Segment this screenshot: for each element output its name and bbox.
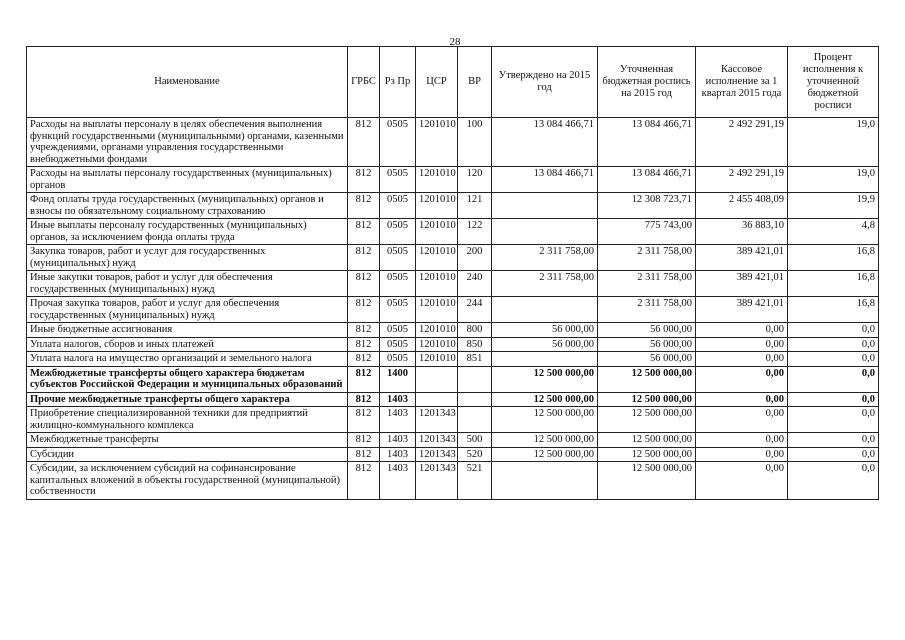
row-vr: 122	[458, 219, 492, 245]
row-grbs: 812	[348, 323, 380, 338]
row-vr: 240	[458, 271, 492, 297]
row-grbs: 812	[348, 337, 380, 352]
row-cash: 0,00	[696, 407, 788, 433]
row-approved: 12 500 000,00	[492, 366, 598, 392]
row-vr: 520	[458, 447, 492, 462]
row-csr: 1201343	[416, 407, 458, 433]
row-refined: 13 084 466,71	[598, 118, 696, 167]
row-name: Уплата налогов, сборов и иных платежей	[27, 337, 348, 352]
row-approved	[492, 297, 598, 323]
row-grbs: 812	[348, 118, 380, 167]
row-approved	[492, 352, 598, 367]
row-vr: 521	[458, 462, 492, 500]
row-refined: 56 000,00	[598, 352, 696, 367]
row-grbs: 812	[348, 245, 380, 271]
row-cash: 2 455 408,09	[696, 193, 788, 219]
row-approved: 12 500 000,00	[492, 407, 598, 433]
row-approved: 13 084 466,71	[492, 167, 598, 193]
row-vr: 200	[458, 245, 492, 271]
row-refined: 12 500 000,00	[598, 407, 696, 433]
table-row	[27, 323, 879, 338]
header-rzpr: Рз Пр	[380, 47, 416, 118]
row-percent: 0,0	[788, 323, 879, 338]
row-cash: 0,00	[696, 462, 788, 500]
header-grbs: ГРБС	[348, 47, 380, 118]
row-csr: 1201010	[416, 118, 458, 167]
row-csr: 1201010	[416, 297, 458, 323]
table-row	[27, 297, 879, 323]
row-refined: 2 311 758,00	[598, 271, 696, 297]
row-approved	[492, 462, 598, 500]
header-vr: ВР	[458, 47, 492, 118]
row-approved: 56 000,00	[492, 323, 598, 338]
row-refined: 2 311 758,00	[598, 297, 696, 323]
row-csr: 1201010	[416, 167, 458, 193]
row-refined: 775 743,00	[598, 219, 696, 245]
table-row	[27, 433, 879, 448]
row-csr: 1201010	[416, 352, 458, 367]
row-name: Уплата налога на имущество организаций и земельного налога	[27, 352, 348, 367]
row-vr	[458, 366, 492, 392]
page-number: 28	[449, 36, 461, 48]
row-vr: 244	[458, 297, 492, 323]
row-name: Расходы на выплаты персоналу государственных (муниципальных) органов	[27, 167, 348, 193]
row-approved: 12 500 000,00	[492, 392, 598, 407]
row-grbs: 812	[348, 447, 380, 462]
row-grbs: 812	[348, 297, 380, 323]
table-row	[27, 219, 879, 245]
row-rzpr: 0505	[380, 297, 416, 323]
row-name: Приобретение специализированной техники для предприятий жилищно-коммунального комплекса	[27, 407, 348, 433]
row-percent: 19,9	[788, 193, 879, 219]
row-grbs: 812	[348, 352, 380, 367]
header-csr: ЦСР	[416, 47, 458, 118]
row-percent: 0,0	[788, 447, 879, 462]
row-cash: 389 421,01	[696, 245, 788, 271]
row-grbs: 812	[348, 219, 380, 245]
row-approved: 2 311 758,00	[492, 271, 598, 297]
row-approved	[492, 219, 598, 245]
row-name: Иные выплаты персоналу государственных (муниципальных) органов, за исключением фонда оплаты труда	[27, 219, 348, 245]
row-grbs: 812	[348, 366, 380, 392]
row-percent: 16,8	[788, 297, 879, 323]
row-percent: 4,8	[788, 219, 879, 245]
row-vr: 850	[458, 337, 492, 352]
row-vr	[458, 392, 492, 407]
row-approved: 2 311 758,00	[492, 245, 598, 271]
table-header-row	[27, 47, 879, 118]
row-cash: 2 492 291,19	[696, 118, 788, 167]
row-grbs: 812	[348, 433, 380, 448]
row-name: Прочая закупка товаров, работ и услуг для обеспечения государственных (муниципальных) нужд	[27, 297, 348, 323]
row-grbs: 812	[348, 193, 380, 219]
table-row	[27, 392, 879, 407]
row-name: Иные бюджетные ассигнования	[27, 323, 348, 338]
row-refined: 12 500 000,00	[598, 433, 696, 448]
row-csr: 1201343	[416, 447, 458, 462]
row-vr: 120	[458, 167, 492, 193]
header-percent: Процент исполнения к уточненной бюджетной росписи	[788, 47, 879, 118]
row-csr: 1201010	[416, 245, 458, 271]
row-grbs: 812	[348, 407, 380, 433]
row-percent: 0,0	[788, 337, 879, 352]
row-approved: 13 084 466,71	[492, 118, 598, 167]
table-row	[27, 167, 879, 193]
row-approved: 56 000,00	[492, 337, 598, 352]
table-row	[27, 245, 879, 271]
row-percent: 0,0	[788, 392, 879, 407]
row-name: Иные закупки товаров, работ и услуг для обеспечения государственных (муниципальных) нужд	[27, 271, 348, 297]
row-cash: 0,00	[696, 447, 788, 462]
row-cash: 0,00	[696, 323, 788, 338]
row-name: Прочие межбюджетные трансферты общего характера	[27, 392, 348, 407]
row-rzpr: 0505	[380, 193, 416, 219]
table-row	[27, 271, 879, 297]
row-vr: 500	[458, 433, 492, 448]
row-percent: 0,0	[788, 433, 879, 448]
row-name: Фонд оплаты труда государственных (муниципальных) органов и взносы по обязательному социальному страхованию	[27, 193, 348, 219]
row-grbs: 812	[348, 271, 380, 297]
row-csr: 1201010	[416, 337, 458, 352]
row-csr	[416, 366, 458, 392]
row-cash: 0,00	[696, 433, 788, 448]
row-csr: 1201010	[416, 323, 458, 338]
header-name: Наименование	[27, 47, 348, 118]
row-csr: 1201010	[416, 271, 458, 297]
row-rzpr: 1400	[380, 366, 416, 392]
row-cash: 36 883,10	[696, 219, 788, 245]
row-rzpr: 1403	[380, 433, 416, 448]
row-cash: 0,00	[696, 337, 788, 352]
row-refined: 12 500 000,00	[598, 462, 696, 500]
row-percent: 0,0	[788, 462, 879, 500]
row-approved: 12 500 000,00	[492, 433, 598, 448]
row-rzpr: 1403	[380, 462, 416, 500]
row-csr: 1201010	[416, 219, 458, 245]
row-rzpr: 1403	[380, 447, 416, 462]
row-grbs: 812	[348, 462, 380, 500]
table-row	[27, 366, 879, 392]
row-percent: 19,0	[788, 167, 879, 193]
row-percent: 0,0	[788, 407, 879, 433]
row-rzpr: 1403	[380, 407, 416, 433]
row-rzpr: 0505	[380, 245, 416, 271]
row-name: Межбюджетные трансферты	[27, 433, 348, 448]
row-csr	[416, 392, 458, 407]
row-name: Субсидии	[27, 447, 348, 462]
row-name: Закупка товаров, работ и услуг для государственных (муниципальных) нужд	[27, 245, 348, 271]
header-cash: Кассовое исполнение за 1 квартал 2015 года	[696, 47, 788, 118]
row-rzpr: 0505	[380, 167, 416, 193]
table-row	[27, 462, 879, 500]
row-cash: 0,00	[696, 366, 788, 392]
row-grbs: 812	[348, 392, 380, 407]
row-percent: 16,8	[788, 245, 879, 271]
table-row	[27, 337, 879, 352]
row-cash: 0,00	[696, 392, 788, 407]
table-row	[27, 447, 879, 462]
table-row	[27, 352, 879, 367]
row-refined: 2 311 758,00	[598, 245, 696, 271]
row-cash: 389 421,01	[696, 297, 788, 323]
header-refined: Уточненная бюджетная роспись на 2015 год	[598, 47, 696, 118]
row-refined: 12 500 000,00	[598, 447, 696, 462]
row-rzpr: 0505	[380, 352, 416, 367]
row-percent: 16,8	[788, 271, 879, 297]
row-vr	[458, 407, 492, 433]
row-percent: 19,0	[788, 118, 879, 167]
row-refined: 13 084 466,71	[598, 167, 696, 193]
row-rzpr: 0505	[380, 118, 416, 167]
row-refined: 12 500 000,00	[598, 392, 696, 407]
header-approved: Утверждено на 2015 год	[492, 47, 598, 118]
table-row	[27, 407, 879, 433]
row-csr: 1201343	[416, 433, 458, 448]
row-cash: 0,00	[696, 352, 788, 367]
table-row	[27, 193, 879, 219]
row-approved: 12 500 000,00	[492, 447, 598, 462]
row-refined: 12 308 723,71	[598, 193, 696, 219]
row-refined: 12 500 000,00	[598, 366, 696, 392]
row-percent: 0,0	[788, 366, 879, 392]
row-refined: 56 000,00	[598, 337, 696, 352]
row-cash: 2 492 291,19	[696, 167, 788, 193]
row-rzpr: 0505	[380, 337, 416, 352]
row-approved	[492, 193, 598, 219]
table-row	[27, 118, 879, 167]
row-cash: 389 421,01	[696, 271, 788, 297]
row-rzpr: 0505	[380, 323, 416, 338]
row-csr: 1201343	[416, 462, 458, 500]
row-name: Расходы на выплаты персоналу в целях обеспечения выполнения функций государственными (муниципальными) органами, казенными учреждениями, органами управления государственными внебюджетными фондами	[27, 118, 348, 167]
row-refined: 56 000,00	[598, 323, 696, 338]
row-csr: 1201010	[416, 193, 458, 219]
row-rzpr: 0505	[380, 219, 416, 245]
row-rzpr: 0505	[380, 271, 416, 297]
row-grbs: 812	[348, 167, 380, 193]
row-vr: 851	[458, 352, 492, 367]
row-vr: 800	[458, 323, 492, 338]
row-vr: 100	[458, 118, 492, 167]
row-name: Межбюджетные трансферты общего характера бюджетам субъектов Российской Федерации и муниципальных образований	[27, 366, 348, 392]
row-percent: 0,0	[788, 352, 879, 367]
row-rzpr: 1403	[380, 392, 416, 407]
row-name: Субсидии, за исключением субсидий на софинансирование капитальных вложений в объекты государственной (муниципальной) собственности	[27, 462, 348, 500]
budget-table	[26, 46, 879, 500]
row-vr: 121	[458, 193, 492, 219]
